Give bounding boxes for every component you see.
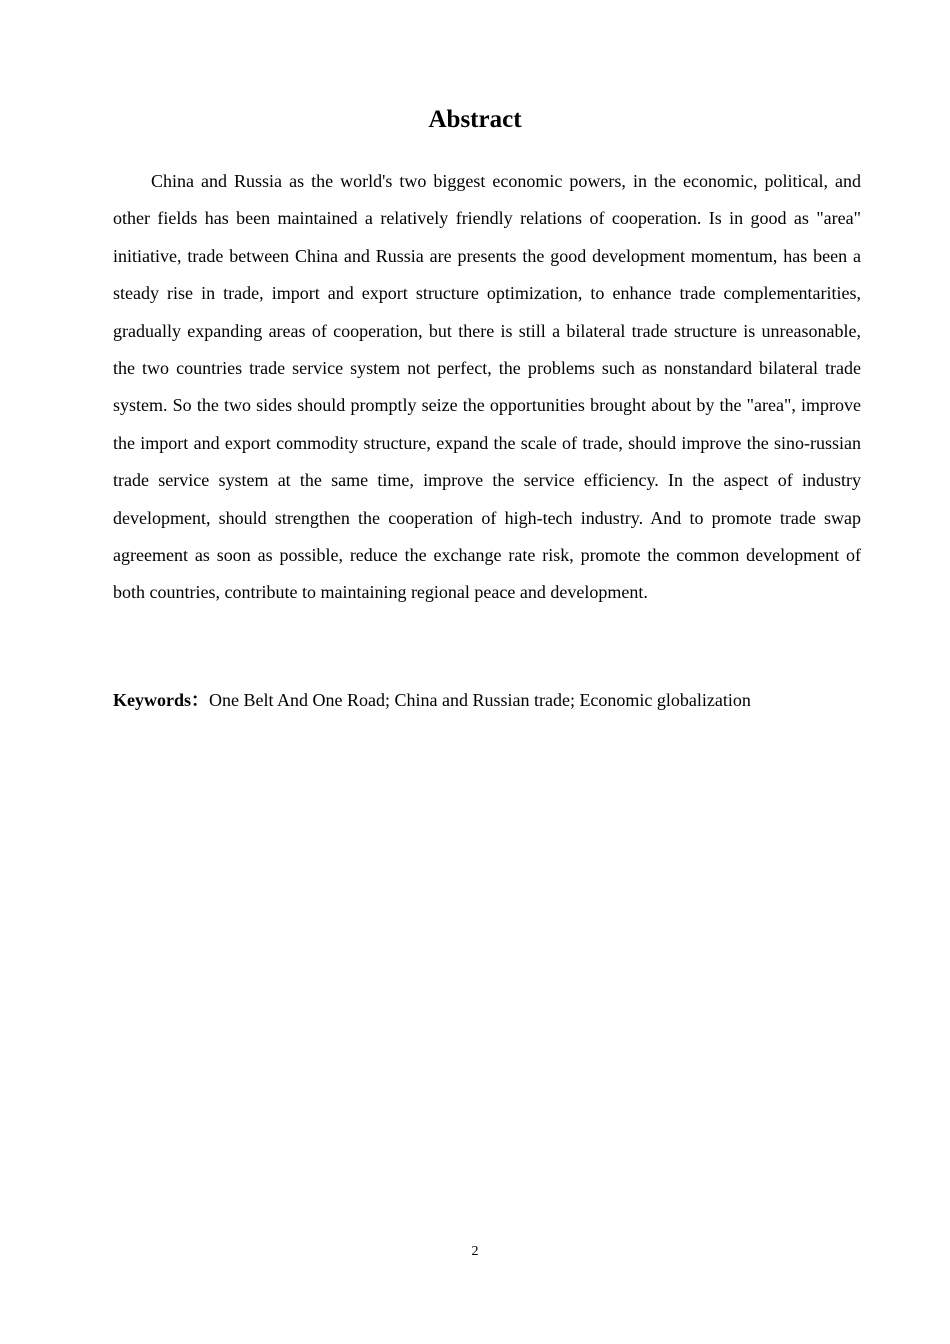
abstract-paragraph: China and Russia as the world's two biggest economic powers, in the economic, political, and other fields has been maintained a relatively friendly relations of cooperation. Is in good as "area" initiative, trade between China and Russia are presents the good development momentum, has been a steady rise in trade, import and export structure optimization, to enhance trade complementarities, gradually expanding areas of cooperation, but there is still a bilateral trade structure is unreasonable, the two countries trade service system not perfect, the problems such as nonstandard bilateral trade system. So the two sides should promptly seize the opportunities brought about by the "area", improve the import and export commodity structure, expand the scale of trade, should improve the sino-russian trade service system at the same time, improve the service efficiency. In the aspect of industry development, should strengthen the cooperation of high-tech industry. And to promote trade swap agreement as soon as possible, reduce the exchange rate risk, promote the common development of both countries, contribute to maintaining regional peace and development. (113, 171, 861, 603)
abstract-title: Abstract (428, 106, 522, 133)
page-number: 2 (471, 1244, 479, 1259)
keywords-text: One Belt And One Road; China and Russian trade; Economic globalization (209, 690, 751, 710)
keywords-line (113, 682, 861, 719)
keywords-label: Keywords： (113, 690, 209, 710)
